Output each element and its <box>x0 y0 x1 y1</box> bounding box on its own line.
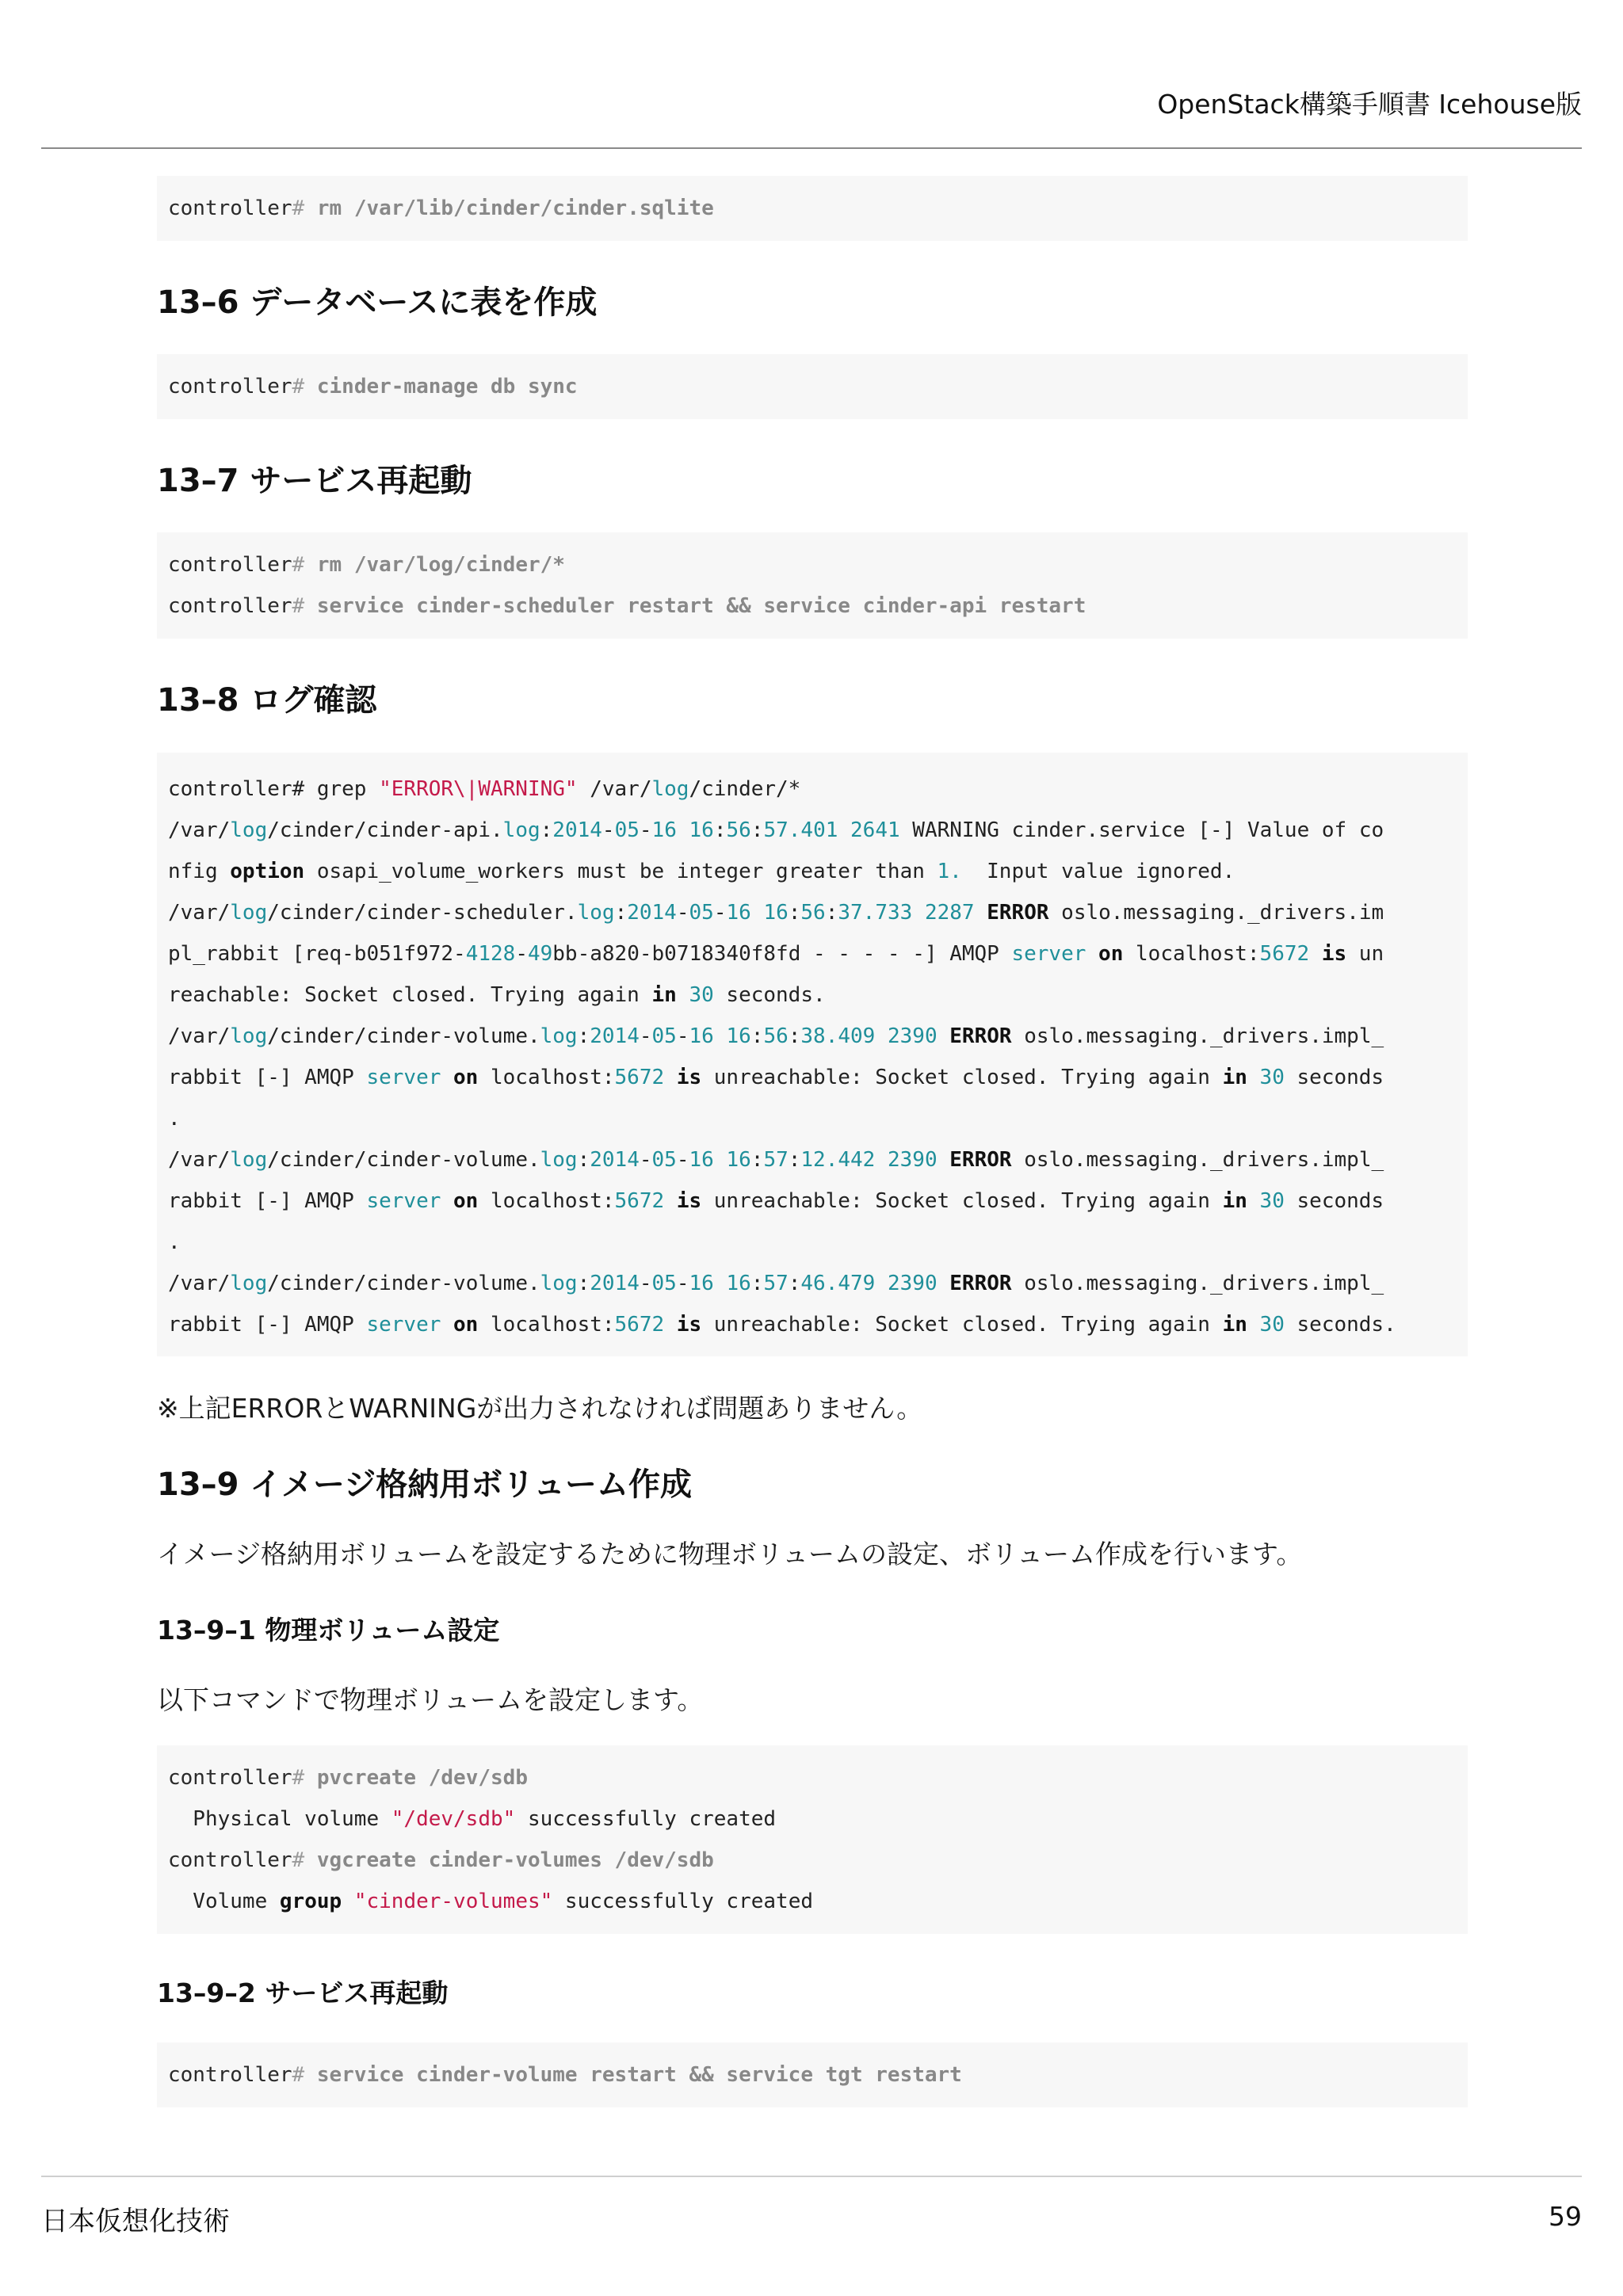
code-line <box>168 1016 1457 1057</box>
code-token: 38.409 <box>800 1024 876 1048</box>
code-token <box>838 818 850 842</box>
code-token: rm /var/lib/cinder/cinder.sqlite <box>316 196 714 220</box>
code-token: 30 <box>689 983 714 1007</box>
code-token: : <box>713 818 727 842</box>
code-token: 16 <box>689 818 714 842</box>
code-line <box>168 851 1457 892</box>
code-token: : <box>540 818 553 842</box>
section-13-9-1-paragraph: 以下コマンドで物理ボリュームを設定します。 <box>157 1684 704 1715</box>
code-token: controller <box>168 2063 292 2087</box>
code-token: in <box>1222 1313 1247 1337</box>
code-token: ERROR <box>949 1024 1012 1048</box>
code-token: 2014 <box>590 1024 640 1048</box>
code-token: group <box>279 1890 342 1913</box>
code-token: rabbit [-] AMQP <box>168 1066 367 1089</box>
code-token: /var/ <box>168 1024 231 1048</box>
code-token: localhost: <box>1123 942 1260 966</box>
code-token: seconds <box>1284 1189 1384 1213</box>
code-token: # <box>292 1848 317 1872</box>
code-token <box>1247 1189 1260 1213</box>
code-token: un <box>1346 942 1384 966</box>
code-line <box>168 1098 1457 1139</box>
code-token: ERROR <box>949 1148 1012 1172</box>
code-token: 2014 <box>590 1272 640 1295</box>
code-token: server <box>1011 942 1086 966</box>
code-token: - <box>713 901 727 925</box>
code-token: 12.442 <box>800 1148 876 1172</box>
code-token: 5672 <box>614 1189 665 1213</box>
code-token: 05 <box>614 818 640 842</box>
code-token: 1. <box>937 860 962 883</box>
code-token: 16 <box>726 1024 751 1048</box>
code-token: "/dev/sdb" <box>391 1807 516 1831</box>
code-token: on <box>453 1189 479 1213</box>
code-token: # <box>292 553 317 577</box>
code-block-db-sync <box>157 354 1468 419</box>
code-token: rabbit [-] AMQP <box>168 1189 367 1213</box>
code-token: pl_rabbit [req-b051f972- <box>168 942 466 966</box>
code-token: /var/ <box>168 1148 231 1172</box>
code-token: 56 <box>763 1024 789 1048</box>
code-token: seconds. <box>713 983 826 1007</box>
code-token: 30 <box>1259 1189 1285 1213</box>
code-token: service cinder-scheduler restart && service cinder-api restart <box>316 594 1086 618</box>
code-token <box>441 1066 453 1089</box>
code-token: server <box>366 1313 441 1337</box>
code-token: localhost: <box>478 1066 615 1089</box>
code-token: : <box>577 1148 590 1172</box>
code-token: 05 <box>689 901 714 925</box>
log-check-note: ※上記ERRORとWARNINGが出力されなければ問題ありません。 <box>157 1393 923 1424</box>
code-token: Volume <box>168 1890 280 1913</box>
code-token: log <box>540 1148 578 1172</box>
code-token: successfully created <box>552 1890 814 1913</box>
code-token: successfully created <box>515 1807 777 1831</box>
code-token: /cinder/cinder-volume. <box>267 1272 540 1295</box>
code-token <box>875 1024 888 1048</box>
code-token: 16 <box>726 901 751 925</box>
code-token: localhost: <box>478 1189 615 1213</box>
code-token <box>875 1272 888 1295</box>
code-token: /cinder/* <box>689 777 801 801</box>
code-token: : <box>788 901 801 925</box>
code-token: 56 <box>726 818 751 842</box>
code-token: controller <box>168 375 292 399</box>
code-token: - <box>639 1148 652 1172</box>
code-token: server <box>366 1066 441 1089</box>
code-token <box>677 818 689 842</box>
code-token: 05 <box>651 1024 677 1048</box>
code-token: unreachable: Socket closed. Trying again <box>701 1189 1223 1213</box>
code-token: vgcreate cinder-volumes /dev/sdb <box>316 1848 714 1872</box>
code-token: log <box>230 818 268 842</box>
code-token: - <box>639 1024 652 1048</box>
code-token: cinder-manage db sync <box>316 375 578 399</box>
code-token: rabbit [-] AMQP <box>168 1313 367 1337</box>
code-block-volume-restart <box>157 2042 1468 2107</box>
code-token: WARNING cinder.service [-] Value of co <box>899 818 1384 842</box>
code-line <box>168 974 1457 1016</box>
code-token: seconds <box>1284 1066 1384 1089</box>
code-token: 2641 <box>850 818 900 842</box>
code-token: : <box>577 1024 590 1048</box>
code-token: 2390 <box>887 1148 938 1172</box>
code-token <box>664 1189 677 1213</box>
code-token: oslo.messaging._drivers.im <box>1048 901 1384 925</box>
code-line <box>168 366 1457 407</box>
code-line <box>168 769 1457 810</box>
code-token: 49 <box>527 942 553 966</box>
code-token: # <box>292 594 317 618</box>
code-token: 16 <box>689 1148 714 1172</box>
subsection-heading-13-9-2: 13–9–2 サービス再起動 <box>157 1978 449 2008</box>
code-token: on <box>453 1313 479 1337</box>
code-line <box>168 1222 1457 1263</box>
code-token: /cinder/cinder-api. <box>267 818 503 842</box>
code-token: 46.479 <box>800 1272 876 1295</box>
code-token: oslo.messaging._drivers.impl_ <box>1011 1272 1384 1295</box>
code-token: log <box>577 901 615 925</box>
code-token: is <box>676 1189 702 1213</box>
code-token: log <box>230 1148 268 1172</box>
code-line <box>168 585 1457 627</box>
code-token <box>938 1024 950 1048</box>
code-token: 16 <box>726 1272 751 1295</box>
code-token: 5672 <box>1259 942 1310 966</box>
section-13-9-paragraph: イメージ格納用ボリュームを設定するために物理ボリュームの設定、ボリューム作成を行います。 <box>157 1539 1303 1569</box>
code-token <box>677 983 689 1007</box>
code-token <box>714 1148 727 1172</box>
code-token: oslo.messaging._drivers.impl_ <box>1011 1024 1384 1048</box>
code-token <box>912 901 925 925</box>
code-token: "cinder-volumes" <box>353 1890 553 1913</box>
code-line <box>168 1757 1457 1798</box>
code-token: in <box>651 983 677 1007</box>
code-token <box>664 1066 677 1089</box>
code-token: - <box>515 942 528 966</box>
code-token: controller# grep <box>168 777 380 801</box>
code-token: 16 <box>651 818 677 842</box>
code-token: 57.401 <box>763 818 838 842</box>
code-token: option <box>230 860 305 883</box>
code-token: nfig <box>168 860 231 883</box>
code-block-pv-vg-create <box>157 1745 1468 1934</box>
code-token <box>714 1272 727 1295</box>
code-line <box>168 1139 1457 1180</box>
subsection-heading-13-9-1: 13–9–1 物理ボリューム設定 <box>157 1615 500 1646</box>
code-token <box>342 1890 354 1913</box>
code-token: 2014 <box>627 901 677 925</box>
code-token: # <box>292 375 317 399</box>
code-token: . <box>168 1230 181 1254</box>
code-token <box>441 1313 453 1337</box>
code-line <box>168 1180 1457 1222</box>
code-token: log <box>540 1272 578 1295</box>
code-token <box>975 901 987 925</box>
code-token: controller <box>168 1848 292 1872</box>
code-token: in <box>1222 1189 1247 1213</box>
code-line <box>168 1881 1457 1922</box>
code-token: controller <box>168 594 292 618</box>
code-token: bb-a820-b0718340f8fd - - - - -] AMQP <box>552 942 1012 966</box>
code-token: localhost: <box>478 1313 615 1337</box>
code-token: 16 <box>689 1024 714 1048</box>
code-token <box>1086 942 1098 966</box>
code-token: : <box>825 901 838 925</box>
code-token: ERROR <box>987 901 1049 925</box>
code-line <box>168 188 1457 229</box>
code-token: seconds. <box>1284 1313 1396 1337</box>
code-token: 05 <box>651 1148 677 1172</box>
code-token: oslo.messaging._drivers.impl_ <box>1011 1148 1384 1172</box>
code-token: /cinder/cinder-scheduler. <box>267 901 578 925</box>
code-token: . <box>168 1107 181 1131</box>
code-token: ERROR <box>949 1272 1012 1295</box>
section-heading-13-6: 13–6 データベースに表を作成 <box>157 284 598 321</box>
code-token: Input value ignored. <box>961 860 1235 883</box>
code-token: 57 <box>763 1272 789 1295</box>
code-token: reachable: Socket closed. Trying again <box>168 983 652 1007</box>
code-token <box>441 1189 453 1213</box>
header-divider <box>41 147 1582 149</box>
section-heading-13-7: 13–7 サービス再起動 <box>157 463 472 499</box>
code-token: - <box>676 1024 689 1048</box>
code-token: 37.733 <box>838 901 913 925</box>
code-token: log <box>230 1024 268 1048</box>
code-token: : <box>750 1148 764 1172</box>
code-token: : <box>577 1272 590 1295</box>
code-block-service-restart <box>157 532 1468 639</box>
code-token: # <box>292 2063 317 2087</box>
header-title: OpenStack構築手順書 Icehouse版 <box>1157 89 1582 120</box>
code-line <box>168 1304 1457 1345</box>
code-line <box>168 1263 1457 1304</box>
code-token: log <box>651 777 689 801</box>
code-line <box>168 544 1457 585</box>
code-token: on <box>453 1066 479 1089</box>
code-token: is <box>676 1066 702 1089</box>
code-token <box>714 1024 727 1048</box>
code-token <box>751 901 764 925</box>
code-line <box>168 810 1457 851</box>
code-line <box>168 1057 1457 1098</box>
code-token: : <box>788 1148 801 1172</box>
code-token: on <box>1098 942 1124 966</box>
code-token: service cinder-volume restart && service tgt restart <box>316 2063 962 2087</box>
code-token: 30 <box>1259 1313 1285 1337</box>
code-token: osapi_volume_workers must be integer greater than <box>304 860 938 883</box>
code-token <box>938 1272 950 1295</box>
code-token: rm /var/log/cinder/* <box>316 553 565 577</box>
code-token: 2014 <box>590 1148 640 1172</box>
code-token: 5672 <box>614 1313 665 1337</box>
code-token: controller <box>168 1766 292 1790</box>
code-token <box>938 1148 950 1172</box>
code-line <box>168 1840 1457 1881</box>
code-token: log <box>540 1024 578 1048</box>
code-token: : <box>750 818 764 842</box>
code-token: : <box>788 1024 801 1048</box>
code-token: log <box>230 1272 268 1295</box>
code-block-rm-sqlite <box>157 176 1468 241</box>
code-token: unreachable: Socket closed. Trying again <box>701 1313 1223 1337</box>
code-token: "ERROR\|WARNING" <box>379 777 578 801</box>
code-token: 16 <box>689 1272 714 1295</box>
code-token: /cinder/cinder-volume. <box>267 1148 540 1172</box>
code-token: in <box>1222 1066 1247 1089</box>
code-token: controller <box>168 196 292 220</box>
code-token: log <box>502 818 540 842</box>
code-token: - <box>676 1272 689 1295</box>
code-token: /var/ <box>577 777 652 801</box>
code-token: - <box>601 818 615 842</box>
code-token: 57 <box>763 1148 789 1172</box>
code-token: - <box>639 1272 652 1295</box>
code-token <box>875 1148 888 1172</box>
code-line <box>168 892 1457 933</box>
section-heading-13-8: 13–8 ログ確認 <box>157 682 377 719</box>
code-line <box>168 933 1457 974</box>
code-token: server <box>366 1189 441 1213</box>
code-token: : <box>750 1272 764 1295</box>
code-token: unreachable: Socket closed. Trying again <box>701 1066 1223 1089</box>
code-token: /var/ <box>168 901 231 925</box>
code-token: # <box>292 196 317 220</box>
page-number: 59 <box>1549 2201 1582 2232</box>
code-token <box>664 1313 677 1337</box>
code-token: /cinder/cinder-volume. <box>267 1024 540 1048</box>
code-token <box>1309 942 1322 966</box>
code-token: 4128 <box>465 942 516 966</box>
code-token: 2014 <box>552 818 602 842</box>
code-token: 30 <box>1259 1066 1285 1089</box>
code-token <box>1247 1066 1260 1089</box>
code-token: /var/ <box>168 1272 231 1295</box>
code-token: 2390 <box>887 1272 938 1295</box>
code-token: 05 <box>651 1272 677 1295</box>
code-token: - <box>639 818 652 842</box>
code-token: : <box>788 1272 801 1295</box>
code-token: 5672 <box>614 1066 665 1089</box>
code-token <box>1247 1313 1260 1337</box>
code-line <box>168 1798 1457 1840</box>
code-token: # <box>292 1766 317 1790</box>
footer-company: 日本仮想化技術 <box>41 2206 230 2237</box>
code-token: log <box>230 901 268 925</box>
code-token: Physical volume <box>168 1807 391 1831</box>
code-token: 16 <box>763 901 789 925</box>
code-line <box>168 2054 1457 2096</box>
code-token: 2390 <box>887 1024 938 1048</box>
footer-divider <box>41 2176 1582 2177</box>
code-token: : <box>614 901 628 925</box>
code-token: 56 <box>800 901 826 925</box>
code-token: - <box>676 1148 689 1172</box>
code-token: : <box>750 1024 764 1048</box>
code-token: 16 <box>726 1148 751 1172</box>
code-token: pvcreate /dev/sdb <box>316 1766 528 1790</box>
code-token: 2287 <box>924 901 975 925</box>
code-token: - <box>676 901 689 925</box>
section-heading-13-9: 13–9 イメージ格納用ボリューム作成 <box>157 1466 693 1503</box>
code-token: is <box>1321 942 1347 966</box>
code-block-log-check <box>157 753 1468 1356</box>
code-token: controller <box>168 553 292 577</box>
code-token: is <box>676 1313 702 1337</box>
code-token: /var/ <box>168 818 231 842</box>
